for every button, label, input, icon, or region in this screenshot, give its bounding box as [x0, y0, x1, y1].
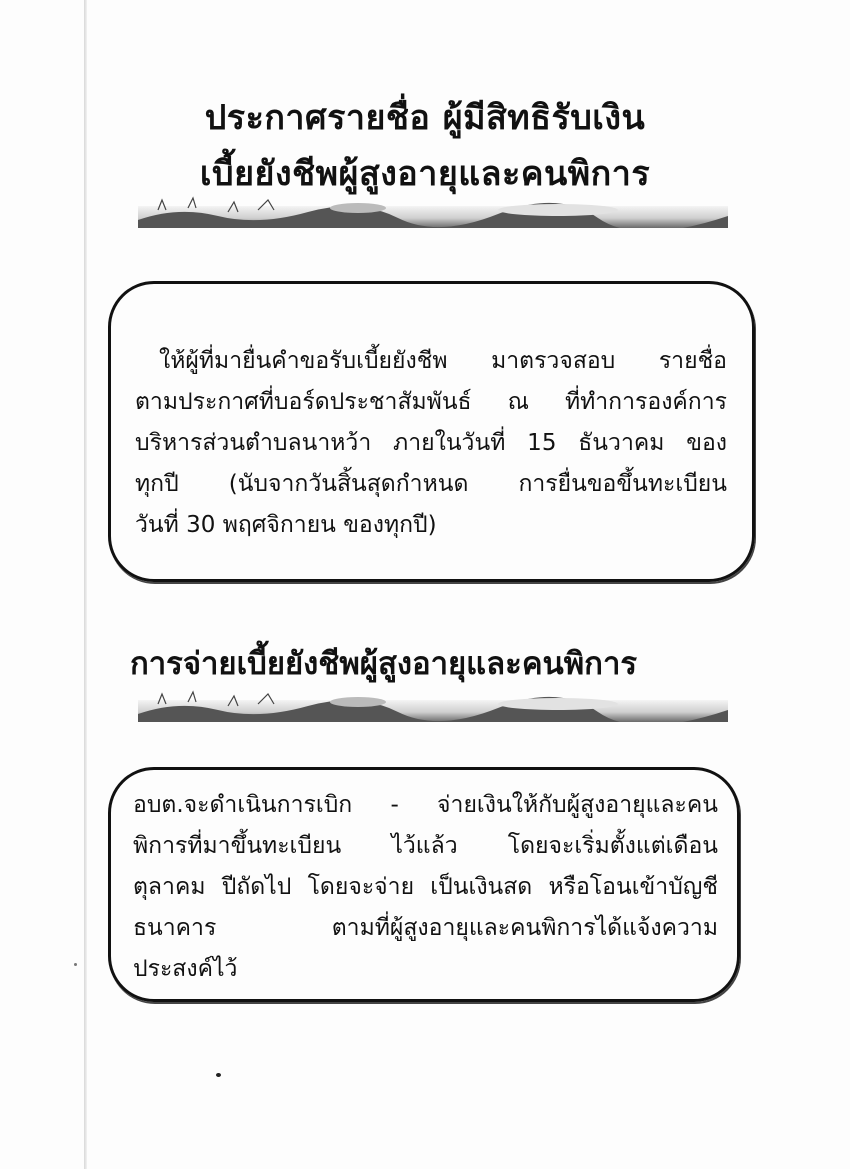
decorative-banner-bottom — [138, 686, 728, 722]
notice-line: วันที่ 30 พฤศจิกายน ของทุกปี) — [135, 512, 437, 538]
scan-speck — [74, 963, 77, 966]
page-title-line-2: เบี้ยยังชีพผู้สูงอายุและคนพิการ — [199, 154, 651, 194]
notice-paragraph — [135, 341, 727, 546]
notice-line: ตามประกาศที่บอร์ดประชาสัมพันธ์ ณ ที่ทำการองค์การ — [135, 389, 727, 415]
notice-line: บริหารส่วนตำบลนาหว้า ภายในวันที่ 15 ธันวาคม ของ — [135, 430, 727, 456]
payment-line: พิการที่มาขึ้นทะเบียน ไว้แล้ว โดยจะเริ่มตั้งแต่เดือน — [133, 833, 718, 859]
scan-speck — [216, 1073, 221, 1077]
notice-line: ทุกปี (นับจากวันสิ้นสุดกำหนด การยื่นขอขึ้นทะเบียน — [135, 471, 727, 497]
payment-line: ประสงค์ไว้ — [133, 956, 238, 982]
payment-line: ธนาคาร ตามที่ผู้สูงอายุและคนพิการได้แจ้งความ — [133, 915, 718, 941]
payment-line: ตุลาคม ปีถัดไป โดยจะจ่าย เป็นเงินสด หรือโอนเข้าบัญชี — [133, 874, 718, 900]
payment-paragraph — [133, 785, 718, 990]
payment-heading: การจ่ายเบี้ยยังชีพผู้สูงอายุและคนพิการ — [130, 646, 638, 682]
page-title-line-1: ประกาศรายชื่อ ผู้มีสิทธิรับเงิน — [204, 98, 646, 138]
notice-line: ให้ผู้ที่มายื่นคำขอรับเบี้ยยังชีพ มาตรวจสอบ รายชื่อ — [159, 348, 727, 374]
decorative-banner-top — [138, 192, 728, 228]
payment-line: อบต.จะดำเนินการเบิก - จ่ายเงินให้กับผู้สูงอายุและคน — [133, 792, 718, 818]
